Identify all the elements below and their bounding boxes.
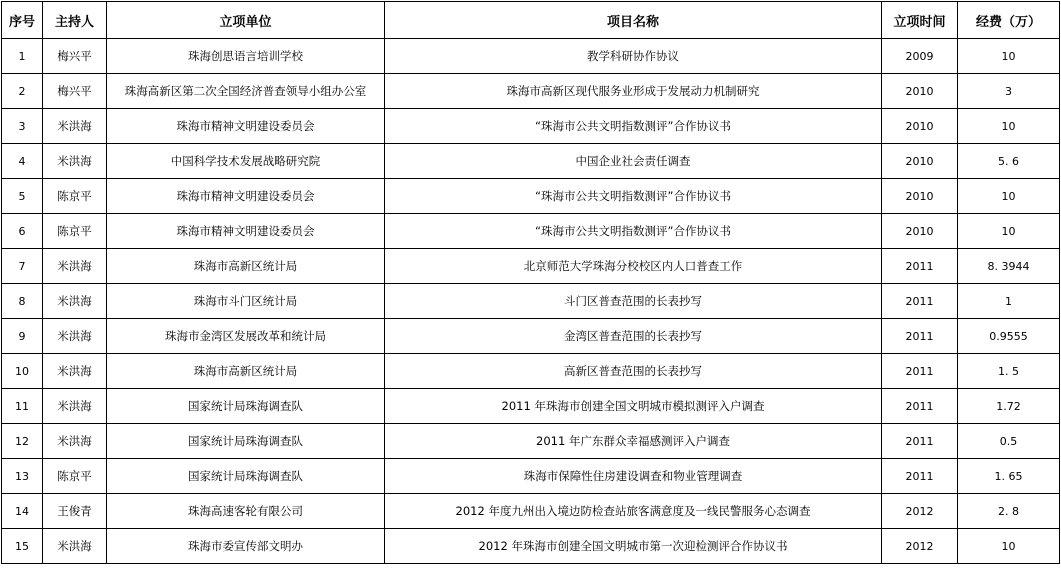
cell-index: 3 [2, 109, 43, 144]
project-table [1, 1, 1060, 564]
cell-unit: 珠海市精神文明建设委员会 [107, 214, 385, 249]
cell-funding: 1. 65 [958, 459, 1060, 494]
cell-host: 米洪海 [43, 249, 107, 284]
cell-project-name: “珠海市公共文明指数测评”合作协议书 [385, 109, 882, 144]
table-row [2, 144, 1060, 179]
cell-year: 2011 [882, 354, 958, 389]
cell-project-name: 北京师范大学珠海分校校区内人口普查工作 [385, 249, 882, 284]
cell-year: 2011 [882, 424, 958, 459]
cell-host: 米洪海 [43, 319, 107, 354]
cell-year: 2012 [882, 494, 958, 529]
cell-index: 5 [2, 179, 43, 214]
cell-project-name: 斗门区普查范围的长表抄写 [385, 284, 882, 319]
cell-index: 15 [2, 529, 43, 564]
cell-unit: 珠海市精神文明建设委员会 [107, 179, 385, 214]
cell-host: 米洪海 [43, 284, 107, 319]
table-row [2, 214, 1060, 249]
cell-year: 2011 [882, 249, 958, 284]
cell-project-name: 教学科研协作协议 [385, 39, 882, 74]
cell-funding: 0.5 [958, 424, 1060, 459]
table-row [2, 424, 1060, 459]
cell-year: 2009 [882, 39, 958, 74]
cell-host: 陈京平 [43, 459, 107, 494]
cell-index: 10 [2, 354, 43, 389]
cell-funding: 10 [958, 179, 1060, 214]
cell-host: 梅兴平 [43, 74, 107, 109]
cell-index: 13 [2, 459, 43, 494]
cell-unit: 国家统计局珠海调查队 [107, 389, 385, 424]
cell-project-name: 2012 年珠海市创建全国文明城市第一次迎检测评合作协议书 [385, 529, 882, 564]
header-project-name: 项目名称 [385, 2, 882, 39]
cell-funding: 10 [958, 39, 1060, 74]
cell-project-name: 2011 年广东群众幸福感测评入户调查 [385, 424, 882, 459]
cell-host: 米洪海 [43, 354, 107, 389]
cell-year: 2010 [882, 74, 958, 109]
cell-funding: 10 [958, 529, 1060, 564]
cell-index: 2 [2, 74, 43, 109]
cell-host: 陈京平 [43, 179, 107, 214]
cell-host: 米洪海 [43, 529, 107, 564]
header-index: 序号 [2, 2, 43, 39]
cell-project-name: 珠海市保障性住房建设调查和物业管理调查 [385, 459, 882, 494]
cell-project-name: 金湾区普查范围的长表抄写 [385, 319, 882, 354]
cell-index: 4 [2, 144, 43, 179]
cell-year: 2011 [882, 459, 958, 494]
cell-host: 米洪海 [43, 389, 107, 424]
cell-project-name: 中国企业社会责任调查 [385, 144, 882, 179]
cell-funding: 10 [958, 109, 1060, 144]
cell-project-name: 高新区普查范围的长表抄写 [385, 354, 882, 389]
cell-project-name: “珠海市公共文明指数测评”合作协议书 [385, 214, 882, 249]
cell-index: 8 [2, 284, 43, 319]
cell-host: 陈京平 [43, 214, 107, 249]
table-row [2, 39, 1060, 74]
cell-host: 梅兴平 [43, 39, 107, 74]
cell-funding: 10 [958, 214, 1060, 249]
table-row [2, 319, 1060, 354]
cell-host: 王俊青 [43, 494, 107, 529]
cell-year: 2010 [882, 144, 958, 179]
cell-project-name: “珠海市公共文明指数测评”合作协议书 [385, 179, 882, 214]
cell-host: 米洪海 [43, 144, 107, 179]
table-row [2, 354, 1060, 389]
table-row [2, 74, 1060, 109]
cell-host: 米洪海 [43, 424, 107, 459]
cell-index: 7 [2, 249, 43, 284]
cell-funding: 8. 3944 [958, 249, 1060, 284]
header-host: 主持人 [43, 2, 107, 39]
header-year: 立项时间 [882, 2, 958, 39]
cell-unit: 珠海市金湾区发展改革和统计局 [107, 319, 385, 354]
cell-year: 2010 [882, 109, 958, 144]
table-header-row [2, 2, 1060, 39]
cell-unit: 国家统计局珠海调查队 [107, 424, 385, 459]
cell-unit: 中国科学技术发展战略研究院 [107, 144, 385, 179]
cell-unit: 珠海市精神文明建设委员会 [107, 109, 385, 144]
cell-year: 2012 [882, 529, 958, 564]
cell-funding: 1.72 [958, 389, 1060, 424]
table-row [2, 109, 1060, 144]
table-row [2, 284, 1060, 319]
cell-project-name: 2011 年珠海市创建全国文明城市模拟测评入户调查 [385, 389, 882, 424]
cell-unit: 珠海高新区第二次全国经济普查领导小组办公室 [107, 74, 385, 109]
cell-unit: 珠海市高新区统计局 [107, 249, 385, 284]
cell-funding: 2. 8 [958, 494, 1060, 529]
cell-year: 2011 [882, 319, 958, 354]
table-row [2, 249, 1060, 284]
cell-year: 2010 [882, 214, 958, 249]
table-row [2, 389, 1060, 424]
cell-unit: 国家统计局珠海调查队 [107, 459, 385, 494]
cell-unit: 珠海创思语言培训学校 [107, 39, 385, 74]
cell-year: 2010 [882, 179, 958, 214]
cell-funding: 3 [958, 74, 1060, 109]
cell-index: 9 [2, 319, 43, 354]
cell-year: 2011 [882, 284, 958, 319]
table-row [2, 529, 1060, 564]
cell-unit: 珠海市高新区统计局 [107, 354, 385, 389]
cell-index: 11 [2, 389, 43, 424]
cell-unit: 珠海高速客轮有限公司 [107, 494, 385, 529]
table-row [2, 179, 1060, 214]
header-funding: 经费（万） [958, 2, 1060, 39]
cell-year: 2011 [882, 389, 958, 424]
cell-funding: 5. 6 [958, 144, 1060, 179]
cell-index: 1 [2, 39, 43, 74]
cell-unit: 珠海市委宣传部文明办 [107, 529, 385, 564]
cell-project-name: 2012 年度九州出入境边防检查站旅客满意度及一线民警服务心态调查 [385, 494, 882, 529]
cell-unit: 珠海市斗门区统计局 [107, 284, 385, 319]
table-body [2, 39, 1060, 564]
cell-funding: 1 [958, 284, 1060, 319]
table-row [2, 494, 1060, 529]
cell-index: 12 [2, 424, 43, 459]
cell-funding: 0.9555 [958, 319, 1060, 354]
cell-project-name: 珠海市高新区现代服务业形成于发展动力机制研究 [385, 74, 882, 109]
cell-funding: 1. 5 [958, 354, 1060, 389]
header-unit: 立项单位 [107, 2, 385, 39]
cell-index: 6 [2, 214, 43, 249]
cell-host: 米洪海 [43, 109, 107, 144]
table-row [2, 459, 1060, 494]
cell-index: 14 [2, 494, 43, 529]
